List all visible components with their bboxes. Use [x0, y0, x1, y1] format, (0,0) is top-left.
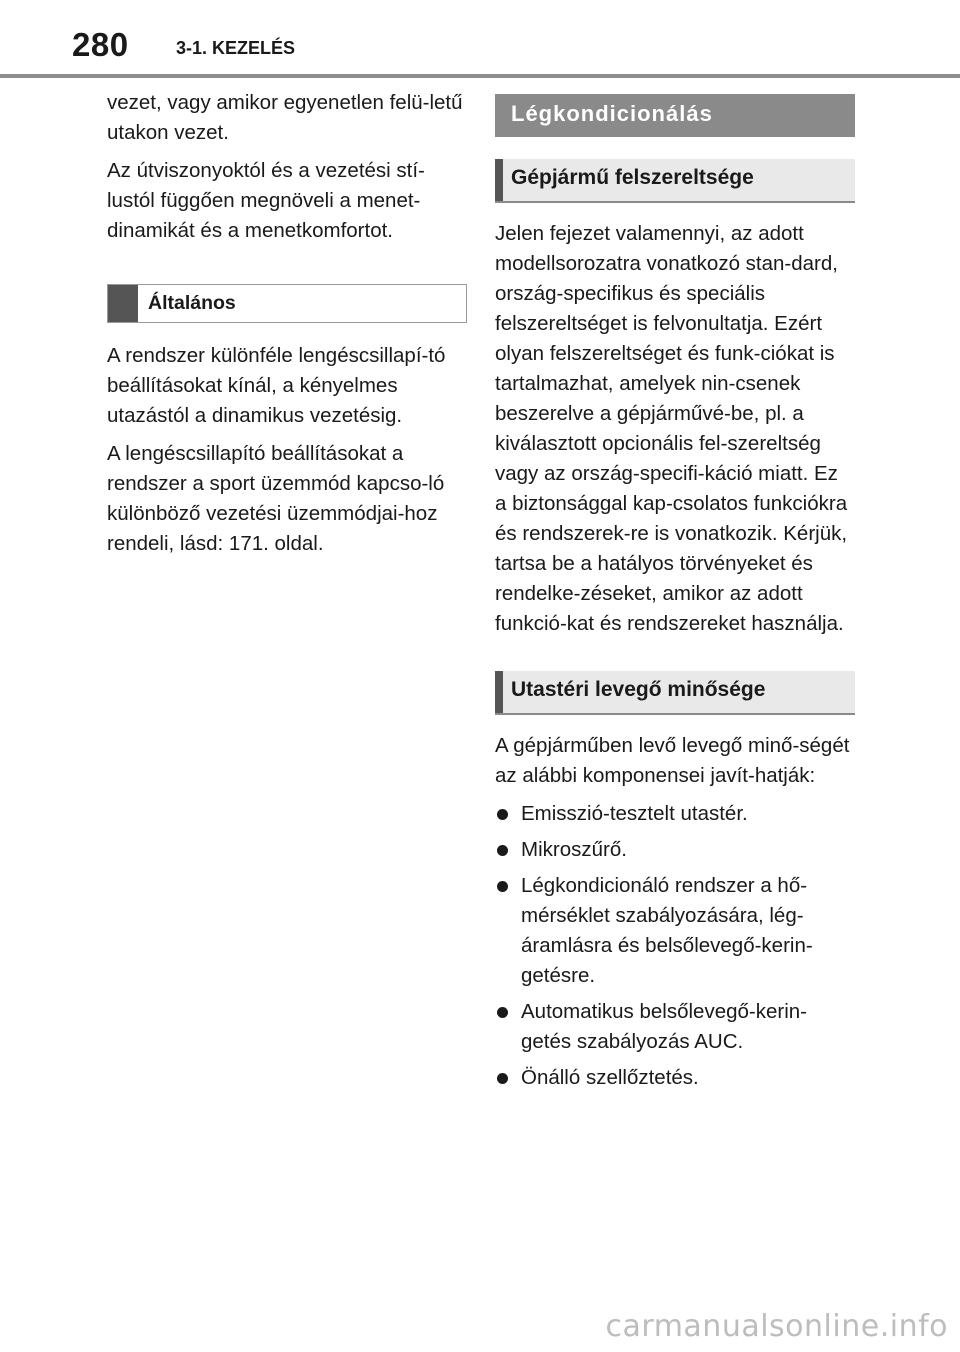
list-item — [495, 1063, 855, 1093]
spacer — [107, 254, 467, 284]
subsection-heading — [495, 159, 855, 203]
bullet-list — [495, 799, 855, 1093]
section-heading-label: Légkondicionálás — [511, 101, 713, 126]
list-item-text: Önálló szellőztetés. — [521, 1066, 699, 1089]
bullet-icon — [497, 1007, 508, 1018]
paragraph: A gépjárműben levő levegő minő-ségét az alábbi komponensei javít-hatják: — [495, 734, 850, 787]
page-header — [0, 0, 960, 80]
subsection-heading — [495, 671, 855, 715]
paragraph: Jelen fejezet valamennyi, az adott modellsorozatra vonatkozó stan-dard, ország-specifikus és speciális felszereltséget is felvonultatja. Ezért olyan felszereltséget és funk-ciókat is tartalmazhat, amelyek nin-csenek beszerelve a gépjárművé-be, pl. a kiválasztott opcionális fel-szereltség vagy az ország-specifi-káció miatt. Ez a biztonsággal kap-csolatos funkciókra és rendszerek-re is vonatkozik. Kérjük, tartsa be a hatályos törvényeket és rendelke-zéseket, amikor az adott funkció-kat és rendszereket használja. — [495, 222, 848, 635]
paragraph: Az útviszonyoktól és a vezetési stí-lustól függően megnöveli a menet-dinamikát és a menetkomfortot. — [107, 159, 425, 242]
list-item-text: Légkondicionáló rendszer a hő-mérséklet szabályozására, lég-áramlásra és belsőlevegő-kerin-getésre. — [521, 874, 813, 987]
bullet-icon — [497, 809, 508, 820]
subsection-bar — [495, 159, 503, 201]
header-divider — [0, 74, 960, 78]
subsection-heading-label: Utastéri levegő minősége — [511, 678, 766, 701]
bullet-icon — [497, 1073, 508, 1084]
subheading-label: Általános — [148, 292, 236, 314]
spacer — [495, 647, 855, 671]
bullet-icon — [497, 881, 508, 892]
list-item — [495, 997, 855, 1057]
list-item — [495, 799, 855, 829]
watermark: carmanualsonline.info — [605, 1309, 948, 1344]
paragraph: A rendszer különféle lengéscsillapí-tó beállításokat kínál, a kényelmes utazástól a dinamikus vezetésig. — [107, 344, 446, 427]
list-item — [495, 871, 855, 991]
list-item-text: Emisszió-tesztelt utastér. — [521, 802, 748, 825]
left-column — [107, 88, 467, 567]
list-item-text: Mikroszűrő. — [521, 838, 627, 861]
section-heading — [495, 94, 855, 137]
paragraph: A lengéscsillapító beállításokat a rendszer a sport üzemmód kapcso-ló különböző vezetési üzemmódjai-hoz rendeli, lásd: 171. oldal. — [107, 442, 445, 555]
paragraph: vezet, vagy amikor egyenetlen felü-letű utakon vezet. — [107, 91, 463, 144]
right-column — [495, 94, 855, 1099]
page-number: 280 — [72, 26, 129, 63]
list-item — [495, 835, 855, 865]
subsection-heading-label: Gépjármű felszereltsége — [511, 166, 754, 189]
subheading-bar — [108, 285, 138, 322]
subheading-box — [107, 284, 467, 323]
subsection-bar — [495, 671, 503, 713]
list-item-text: Automatikus belsőlevegő-kerin-getés szabályozás AUC. — [521, 1000, 807, 1053]
bullet-icon — [497, 845, 508, 856]
chapter-title: 3-1. KEZELÉS — [176, 38, 296, 58]
